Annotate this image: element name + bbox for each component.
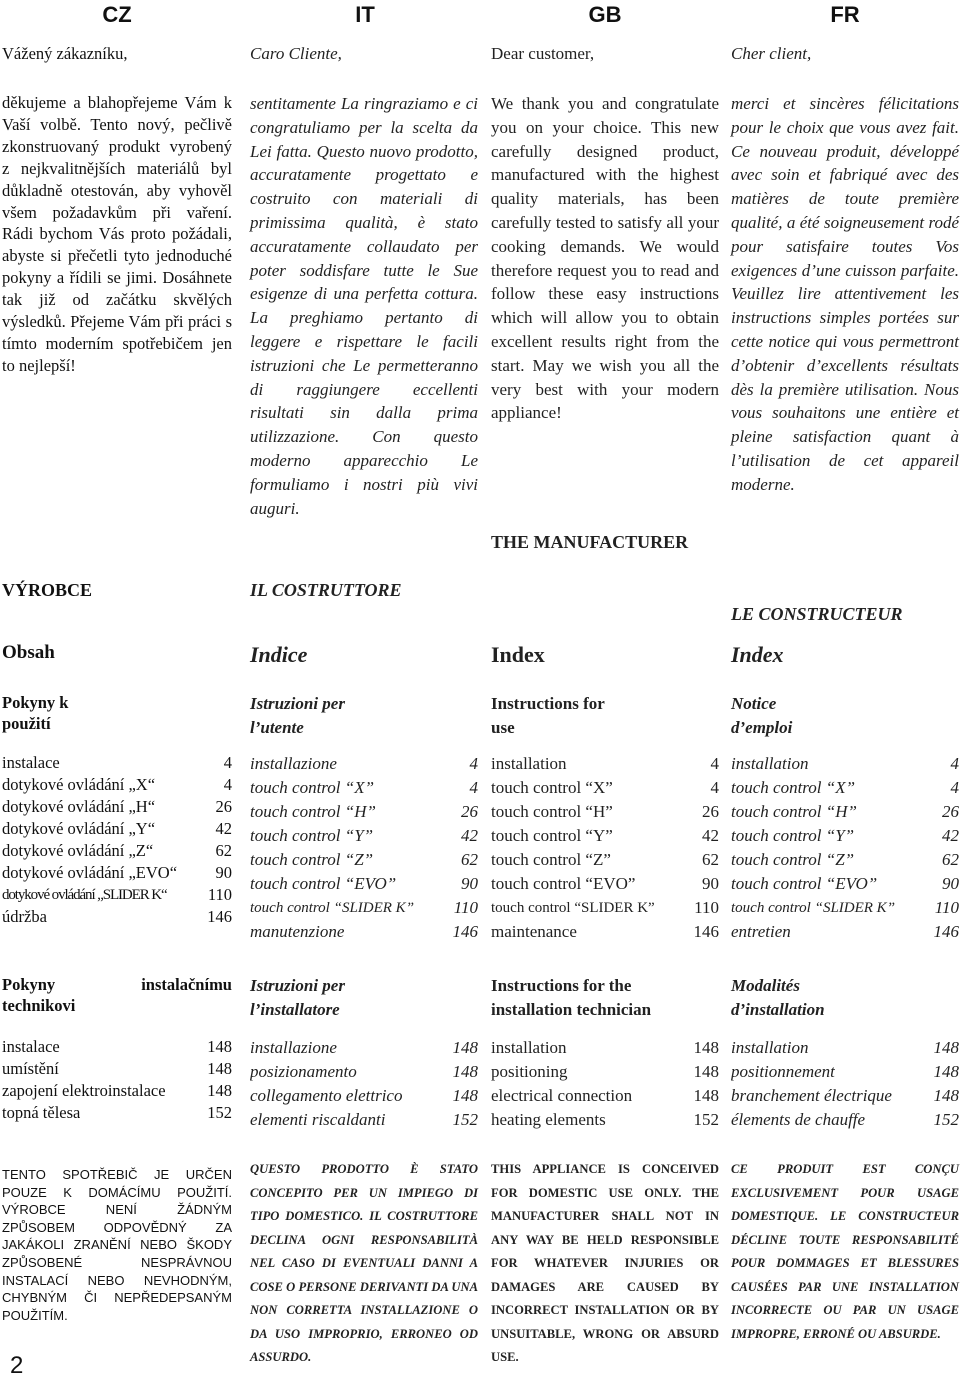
index-row[interactable] xyxy=(2,906,232,928)
language-header-it: IT xyxy=(355,2,375,27)
index-page: 110 xyxy=(207,885,232,904)
index-label: touch control “H” xyxy=(731,802,857,821)
index-page: 110 xyxy=(694,898,719,917)
installer-instructions-title: Instructions for the installation technician xyxy=(491,976,652,1019)
index-row[interactable] xyxy=(491,920,719,944)
manufacturer-signature: THE MANUFACTURER xyxy=(491,532,689,552)
index-page: 42 xyxy=(461,826,478,845)
index-page: 42 xyxy=(215,819,232,838)
index-label: dotykové ovládání „EVO“ xyxy=(2,863,178,882)
index-page: 62 xyxy=(215,841,232,860)
intro-text: děkujeme a blahopřejeme Vám k Vaší volbě. Tento nový, pečlivě zkonstruovaný produkt vyrobený z nejkvalitnějších materiálů byl důkladně otestován, aby vyhověl všem požadavkům při vaření. Rádi bychom Vás proto požádali, abyste si přečetli tyto jednoduché pokyny a řídili se jimi. Dosáhnete tak již od začátku skvělých výsledků. Přejeme Vám při práci s tímto moderním spotřebičem jen to nejlepší! xyxy=(2,93,232,375)
index-row[interactable] xyxy=(731,1060,959,1084)
index-label: touch control “Z” xyxy=(731,850,855,869)
installer-index-list xyxy=(731,1036,959,1132)
index-row[interactable] xyxy=(491,800,719,824)
index-page: 148 xyxy=(693,1038,719,1057)
index-page: 148 xyxy=(693,1062,719,1081)
index-label: dotykové ovládání „Z“ xyxy=(2,841,154,860)
greeting: Dear customer, xyxy=(491,44,595,63)
user-index-list xyxy=(250,752,478,944)
index-title: Obsah xyxy=(2,642,55,663)
index-page: 146 xyxy=(452,922,478,941)
index-page: 148 xyxy=(207,1081,232,1100)
user-instructions-title: Instructions for use xyxy=(491,694,605,737)
index-row[interactable] xyxy=(250,920,478,944)
index-label: touch control “EVO” xyxy=(731,874,878,893)
index-row[interactable] xyxy=(731,920,959,944)
index-label: touch control “Z” xyxy=(250,850,374,869)
user-index-list xyxy=(2,752,232,928)
index-page: 148 xyxy=(693,1086,719,1105)
index-title: Index xyxy=(491,642,545,667)
index-row[interactable] xyxy=(250,1084,478,1108)
index-title: Index xyxy=(731,642,784,667)
index-row[interactable] xyxy=(250,1108,478,1132)
index-page: 62 xyxy=(942,850,959,869)
index-row[interactable] xyxy=(250,848,478,872)
language-header-fr: FR xyxy=(830,2,860,27)
index-row[interactable] xyxy=(250,824,478,848)
index-row[interactable] xyxy=(491,1036,719,1060)
index-label: posizionamento xyxy=(250,1062,357,1081)
index-label: instalace xyxy=(2,753,60,772)
index-page: 146 xyxy=(693,922,719,941)
index-label: installation xyxy=(491,754,567,773)
index-label: touch control “EVO” xyxy=(250,874,397,893)
index-label: touch control “Y” xyxy=(491,826,613,845)
index-page: 148 xyxy=(452,1062,478,1081)
user-index-list xyxy=(731,752,959,944)
index-page: 4 xyxy=(469,778,478,797)
index-label: dotykové ovládání „H“ xyxy=(2,797,156,816)
index-page: 110 xyxy=(934,898,959,917)
index-page: 4 xyxy=(223,753,232,772)
index-page: 146 xyxy=(207,907,232,926)
index-row[interactable] xyxy=(731,776,959,800)
index-row[interactable] xyxy=(731,752,959,776)
index-page: 148 xyxy=(207,1037,232,1056)
index-row[interactable] xyxy=(250,800,478,824)
index-label: installation xyxy=(491,1038,567,1057)
index-label: touch control “Z” xyxy=(491,850,611,869)
intro-text: We thank you and congratulate you on your choice. This new carefully designed product, manufactured with the highest quality materials, has been carefully tested to satisfy all your cooking demands. We would therefore request you to read and follow these easy instructions which will allow you to obtain excellent results right from the start. May we wish you all the very best with your modern appliance! xyxy=(491,94,719,423)
index-label: touch control “X” xyxy=(250,778,375,797)
installer-title-part: instalačnímu xyxy=(141,975,232,994)
index-label: manutenzione xyxy=(250,922,345,941)
index-page: 42 xyxy=(942,826,959,845)
installer-title-part: technikovi xyxy=(2,996,76,1015)
index-label: entretien xyxy=(731,922,791,941)
index-label: umístění xyxy=(2,1059,59,1078)
index-label: installazione xyxy=(250,754,337,773)
language-header-gb: GB xyxy=(588,2,622,27)
index-page: 152 xyxy=(207,1103,232,1122)
index-label: touch control “SLIDER K” xyxy=(250,900,415,916)
index-label: touch control “SLIDER K” xyxy=(731,900,896,916)
index-row[interactable] xyxy=(2,1058,232,1080)
index-row[interactable] xyxy=(731,824,959,848)
index-page: 148 xyxy=(452,1038,478,1057)
index-label: dotykové ovládání „SLIDER K“ xyxy=(2,887,167,903)
installer-index-list xyxy=(2,1036,232,1124)
installer-instructions-title: Modalités d’installation xyxy=(731,976,825,1019)
index-label: touch control “H” xyxy=(491,802,613,821)
index-page: 146 xyxy=(933,922,959,941)
index-page: 152 xyxy=(452,1110,478,1129)
index-row[interactable] xyxy=(2,884,232,906)
index-label: údržba xyxy=(2,907,47,926)
index-row[interactable] xyxy=(250,1060,478,1084)
index-row[interactable] xyxy=(2,774,232,796)
index-row[interactable] xyxy=(731,872,959,896)
installer-instructions-title xyxy=(2,974,232,1016)
user-instructions-title: Pokyny k použití xyxy=(2,693,69,733)
index-row[interactable] xyxy=(491,1084,719,1108)
index-label: installazione xyxy=(250,1038,337,1057)
greeting: Cher client, xyxy=(731,44,812,63)
index-label: dotykové ovládání „Y“ xyxy=(2,819,156,838)
index-page: 4 xyxy=(469,754,478,773)
index-page: 90 xyxy=(461,874,478,893)
index-row[interactable] xyxy=(731,848,959,872)
index-label: installation xyxy=(731,1038,809,1057)
index-label: installation xyxy=(731,754,809,773)
index-label: positioning xyxy=(491,1062,568,1081)
index-label: topná tělesa xyxy=(2,1103,81,1122)
index-row[interactable] xyxy=(250,776,478,800)
index-page: 26 xyxy=(215,797,232,816)
index-label: positionnement xyxy=(731,1062,835,1081)
index-label: touch control “Y” xyxy=(731,826,855,845)
intro-text: merci et sincères félicitations pour le choix que vous avez fait. Ce nouveau produit, développé avec soin et fabriqué avec des matières de toute première qualité, a été soigneusement rodé pour satisfaire toutes Vos exigences d’une cuisson parfaite. Veuillez lire attentivement les instructions simples portées sur cette notice qui vous permettront d’obtenir d’excellents résultats dès la première utilisation. Nous vous souhaitons une entière et pleine satisfaction quant à l’utilisation de cet appareil moderne. xyxy=(731,94,959,494)
index-label: branchement électrique xyxy=(731,1086,892,1105)
index-row[interactable] xyxy=(731,1108,959,1132)
index-row[interactable] xyxy=(250,752,478,776)
warning-notice: THIS APPLIANCE IS CONCEIVED FOR DOMESTIC USE ONLY. THE MANUFACTURER SHALL NOT IN ANY WAY BE HELD RESPONSIBLE FOR WHATEVER INJURIES OR DAMAGES ARE CAUSED BY INCORRECT INSTALLATION OR BY UNSUITABLE, WRONG OR ABSURD USE. xyxy=(491,1162,719,1364)
index-label: élements de chauffe xyxy=(731,1110,866,1129)
language-header-cz: CZ xyxy=(102,2,132,27)
index-row[interactable] xyxy=(491,896,719,920)
index-row[interactable] xyxy=(731,1084,959,1108)
index-row[interactable] xyxy=(491,824,719,848)
index-label: elementi riscaldanti xyxy=(250,1110,386,1129)
index-page: 4 xyxy=(710,778,719,797)
index-row[interactable] xyxy=(2,840,232,862)
index-page: 148 xyxy=(933,1086,959,1105)
warning-notice: TENTO SPOTŘEBIČ JE URČEN POUZE K DOMÁCÍMU POUŽITÍ. VÝROBCE NENÍ ŽÁDNÝM ZPŮSOBEM ODPOVĚDNÝ ZA JAKÁKOLI ZRANĚNÍ NEBO ŠKODY ZPŮSOBENÉ NESPRÁVNOU INSTALACÍ NEBO NEVHODNÝM, CHYBNÝM ČI NEPŘEDEPSANÝM POUŽITÍM. xyxy=(2,1167,232,1323)
manufacturer-signature: IL COSTRUTTORE xyxy=(250,580,402,600)
index-page: 4 xyxy=(223,775,232,794)
index-label: dotykové ovládání „X“ xyxy=(2,775,156,794)
index-label: collegamento elettrico xyxy=(250,1086,403,1105)
index-label: touch control “X” xyxy=(491,778,613,797)
index-page: 110 xyxy=(453,898,478,917)
index-page: 4 xyxy=(950,754,959,773)
index-label: touch control “H” xyxy=(250,802,376,821)
index-row[interactable] xyxy=(731,896,959,920)
index-row[interactable] xyxy=(250,1036,478,1060)
index-page: 148 xyxy=(452,1086,478,1105)
manufacturer-signature: VÝROBCE xyxy=(2,580,93,600)
installer-index-list xyxy=(491,1036,719,1132)
index-page: 26 xyxy=(702,802,719,821)
index-row[interactable] xyxy=(491,1108,719,1132)
greeting: Vážený zákazníku, xyxy=(2,44,128,63)
index-row[interactable] xyxy=(491,776,719,800)
manufacturer-signature: LE CONSTRUCTEUR xyxy=(731,604,903,624)
index-page: 152 xyxy=(693,1110,719,1129)
index-page: 90 xyxy=(702,874,719,893)
index-page: 62 xyxy=(461,850,478,869)
index-row[interactable] xyxy=(491,872,719,896)
index-row[interactable] xyxy=(2,796,232,818)
index-row[interactable] xyxy=(491,1060,719,1084)
index-label: touch control “Y” xyxy=(250,826,374,845)
index-page: 148 xyxy=(933,1062,959,1081)
index-row[interactable] xyxy=(491,752,719,776)
index-row[interactable] xyxy=(2,1036,232,1058)
user-instructions-title: Notice d’emploi xyxy=(731,694,793,737)
index-row[interactable] xyxy=(250,872,478,896)
index-page: 4 xyxy=(950,778,959,797)
user-index-list xyxy=(491,752,719,944)
warning-notice: CE PRODUIT EST CONÇU EXCLUSIVEMENT POUR USAGE DOMESTIQUE. LE CONSTRUCTEUR DÉCLINE TOUTE RESPONSABILITÉ POUR DOMMAGES ET BLESSURES CAUSÉES PAR UNE INSTALLATION INCORRECTE OU PAR UN USAGE IMPROPRE, ERRONÉ OU ABSURDE. xyxy=(731,1162,959,1341)
index-label: touch control “EVO” xyxy=(491,874,636,893)
index-page: 90 xyxy=(215,863,232,882)
index-page: 42 xyxy=(702,826,719,845)
installer-title-part: Pokyny xyxy=(2,975,56,994)
user-instructions-title: Istruzioni per l’utente xyxy=(250,694,345,737)
installer-index-list xyxy=(250,1036,478,1132)
intro-text: sentitamente La ringraziamo e ci congratuliamo per la scelta da Lei fatta. Questo nuovo prodotto, accuratamente progettato e costruito con materiali di primissima qualità, è stato accuratamente collaudato per poter soddisfare tutte le Sue esigenze di una perfetta cottura. La preghiamo pertanto di leggere e rispettare le facili istruzioni che Le permetteranno di raggiungere eccellenti risultati sin dalla prima utilizzazione. Con questo moderno apparecchio Le formuliamo i nostri più vivi auguri. xyxy=(250,94,478,518)
index-page: 26 xyxy=(461,802,478,821)
index-label: touch control “X” xyxy=(731,778,856,797)
warning-notice: QUESTO PRODOTTO È STATO CONCEPITO PER UN IMPIEGO DI TIPO DOMESTICO. IL COSTRUTTORE DECLINA OGNI RESPONSABILITÀ NEL CASO DI EVENTUALI DANNI A COSE O PERSONE DERIVANTI DA UNA NON CORRETTA INSTALLAZIONE O DA USO IMPROPRIO, ERRONEO OD ASSURDO. xyxy=(250,1162,478,1364)
index-row[interactable] xyxy=(2,1080,232,1102)
index-label: heating elements xyxy=(491,1110,606,1129)
index-page: 90 xyxy=(942,874,959,893)
index-row[interactable] xyxy=(2,752,232,774)
index-row[interactable] xyxy=(731,1036,959,1060)
index-page: 4 xyxy=(710,754,719,773)
index-label: zapojení elektroinstalace xyxy=(2,1081,166,1100)
index-row[interactable] xyxy=(2,818,232,840)
index-label: instalace xyxy=(2,1037,60,1056)
index-page: 148 xyxy=(207,1059,232,1078)
index-row[interactable] xyxy=(491,848,719,872)
index-row[interactable] xyxy=(2,862,232,884)
index-row[interactable] xyxy=(250,896,478,920)
index-label: touch control “SLIDER K” xyxy=(491,900,655,916)
installer-instructions-title: Istruzioni per l’installatore xyxy=(250,976,345,1019)
index-row[interactable] xyxy=(2,1102,232,1124)
index-label: maintenance xyxy=(491,922,577,941)
index-page: 152 xyxy=(933,1110,959,1129)
index-label: electrical connection xyxy=(491,1086,633,1105)
index-page: 26 xyxy=(942,802,959,821)
page-number: 2 xyxy=(10,1352,24,1379)
index-title: Indice xyxy=(250,642,308,667)
greeting: Caro Cliente, xyxy=(250,44,342,63)
index-row[interactable] xyxy=(731,800,959,824)
index-page: 62 xyxy=(702,850,719,869)
index-page: 148 xyxy=(933,1038,959,1057)
